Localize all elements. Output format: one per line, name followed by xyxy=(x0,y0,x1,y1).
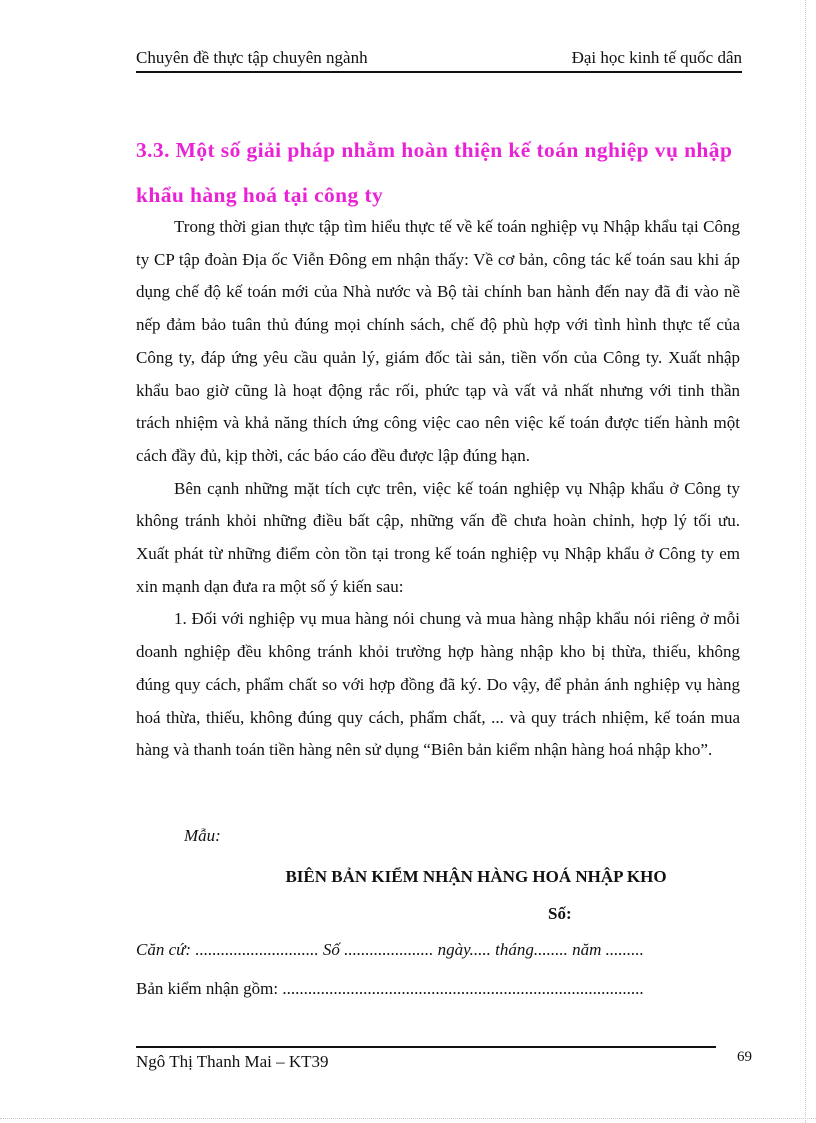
body-text xyxy=(136,211,740,767)
paragraph: 1. Đối với nghiệp vụ mua hàng nói chung và mua hàng nhập khẩu nói riêng ở mỗi doanh nghiệp đều không tránh khỏi trường hợp hàng nhập kho bị thừa, thiếu, không đúng quy cách, phẩm chất so với hợp đồng đã ký. Do vậy, để phản ánh nghiệp vụ hàng hoá thừa, thiếu, không đúng quy cách, phẩm chất, ... và quy trách nhiệm, kế toán mua hàng và thanh toán tiền hàng nên sử dụng “Biên bản kiểm nhận hàng hoá nhập kho”. xyxy=(136,609,740,760)
form-number-label: Số: xyxy=(548,904,572,923)
section-heading: 3.3. Một số giải pháp nhằm hoàn thiện kế toán nghiệp vụ nhập khẩu hàng hoá tại công ty xyxy=(136,138,733,207)
paragraph: Bên cạnh những mặt tích cực trên, việc kế toán nghiệp vụ Nhập khẩu ở Công ty không tránh khỏi những điều bất cập, những vấn đề chưa hoàn chỉnh, hợp lý tối ưu. Xuất phát từ những điểm còn tồn tại trong kế toán nghiệp vụ Nhập khẩu ở Công ty em xin mạnh dạn đưa ra một số ý kiến sau: xyxy=(136,478,740,596)
template-label: Mẫu: xyxy=(184,826,221,845)
form-basis-line: Căn cứ: ............................. Số ..................... ngày..... tháng........ năm ......... xyxy=(136,940,644,959)
form-committee-line: Bản kiểm nhận gồm: ..................................................................................... xyxy=(136,979,644,998)
header-left: Chuyên đề thực tập chuyên ngành xyxy=(136,48,368,67)
footer-rule xyxy=(136,1046,716,1048)
paragraph: Trong thời gian thực tập tìm hiểu thực tế về kế toán nghiệp vụ Nhập khẩu tại Công ty CP tập đoàn Địa ốc Viễn Đông em nhận thấy: Về cơ bản, công tác kế toán sau khi áp dụng chế độ kế toán mới của Nhà nước và Bộ tài chính ban hành đến nay đã đi vào nề nếp đảm bảo tuân thủ đúng mọi chính sách, chế độ phù hợp với tình hình thực tế của Công ty, đáp ứng yêu cầu quản lý, giám đốc tài sản, tiền vốn của Công ty. Xuất nhập khẩu bao giờ cũng là hoạt động rắc rối, phức tạp và vất vả nhất nhưng với tinh thần trách nhiệm và khả năng thích ứng công việc cao nên việc kế toán được tiến hành một cách đầy đủ, kịp thời, các báo cáo đều được lập đúng hạn. xyxy=(136,217,740,465)
footer-author: Ngô Thị Thanh Mai – KT39 xyxy=(136,1052,329,1071)
page-number: 69 xyxy=(737,1049,752,1065)
page-border-bottom xyxy=(0,1118,816,1119)
form-title: BIÊN BẢN KIỂM NHẬN HÀNG HOÁ NHẬP KHO xyxy=(285,867,667,886)
page-header xyxy=(136,48,742,73)
page-border-right xyxy=(805,0,806,1123)
header-right: Đại học kinh tế quốc dân xyxy=(571,48,742,67)
